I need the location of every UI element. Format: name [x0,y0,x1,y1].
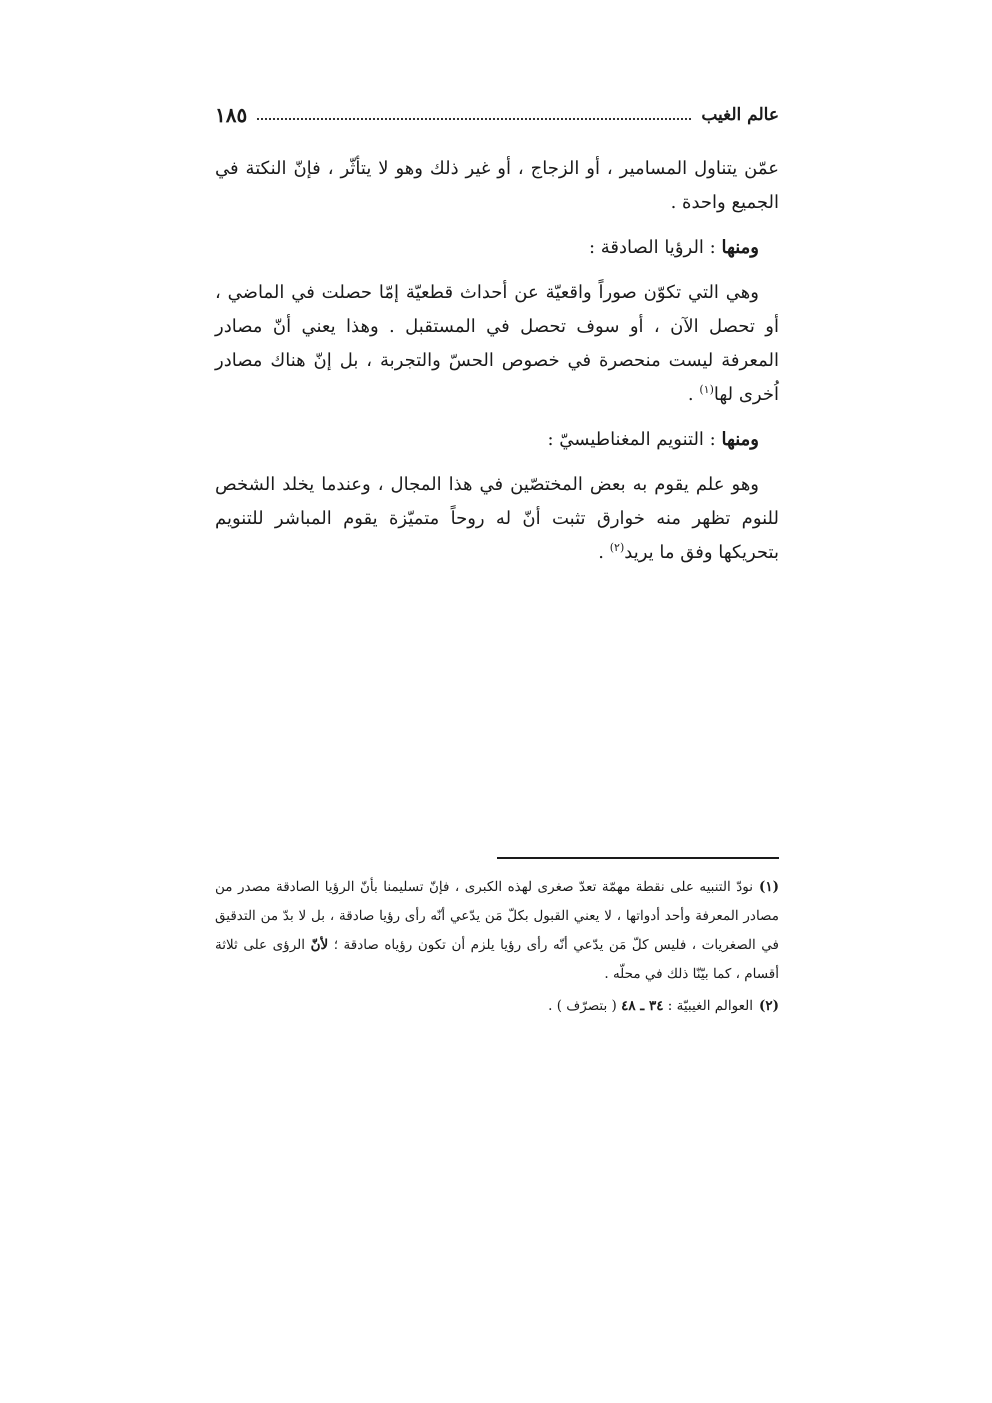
paragraph-text: وهي التي تكوّن صوراً واقعيّة عن أحداث قطعيّة إمّا حصلت في الماضي ، أو تحصل الآن ، أو سوف تحصل في المستقبل . وهذا يعني أنّ مصادر المعرفة ليست منحصرة في خصوص الحسّ والتجربة ، بل إنّ هناك مصادر اُخرى لها [215,282,779,405]
footnote-ref-1[interactable]: (١) [699,383,714,396]
header-dot-leader [257,118,691,120]
footnote-2 [215,992,779,1021]
footnote-text: نودّ التنبيه على نقطة مهمّة تعدّ صغرى لهذه الكبرى ، فإنّ تسليمنا بأنّ الرؤيا الصادقة مصدر من مصادر المعرفة وأحد أدواتها ، لا يعني القبول بكلّ مَن يدّعي أنّه رأى رؤيا صادقة ، بل لا بدّ من التدقيق في الصغريات ، فليس كلّ مَن يدّعي أنّه رأى رؤيا يلزم أن تكون رؤياه صادقة ؛ [215,879,780,953]
section-heading-true-dreams [215,231,779,265]
paragraph-true-dreams [215,276,779,412]
paragraph-end: . [687,384,700,405]
running-header [215,98,779,132]
paragraph-text: وهو علم يقوم به بعض المختصّين في هذا المجال ، وعندما يخلد الشخص للنوم تظهر منه خوارق تثبت أنّ له روحاً متميّزة يقوم المباشر للتنويم بتحريكها وفق ما يريد [215,474,779,563]
page-number: ١٨٥ [215,103,248,127]
footnote-source: العوالم الغيبيّة : [667,998,753,1014]
footnote-separator [497,857,779,859]
section-lead: ومنها [721,429,759,450]
section-lead: ومنها [721,237,759,258]
footnote-pages: ٣٤ ـ ٤٨ [621,998,664,1014]
section-title: : التنويم المغناطيسيّ : [547,429,716,450]
footnote-number: (٢) [758,998,779,1014]
book-title: عالم الغيب [701,105,779,125]
footnotes [215,873,779,1024]
footnote-number: (١) [758,879,779,895]
main-text [215,152,779,581]
footnote-text-end: ( بتصرّف ) . [548,998,617,1014]
section-heading-hypnosis [215,423,779,457]
paragraph-1: عمّن يتناول المسامير ، أو الزجاج ، أو غير ذلك وهو لا يتأثّر ، فإنّ النكتة في الجميع واحدة . [215,158,779,213]
footnote-ref-2[interactable]: (٢) [609,541,625,554]
footnote-text-end: الرؤى على ثلاثة أقسام ، كما بيّنّا ذلك في محلّه . [215,937,779,982]
section-title: : الرؤيا الصادقة : [588,237,716,258]
footnote-emphasis: لأنّ [310,937,329,953]
paragraph-end: . [598,542,610,563]
paragraph-hypnosis [215,468,779,570]
footnote-1 [215,873,779,989]
